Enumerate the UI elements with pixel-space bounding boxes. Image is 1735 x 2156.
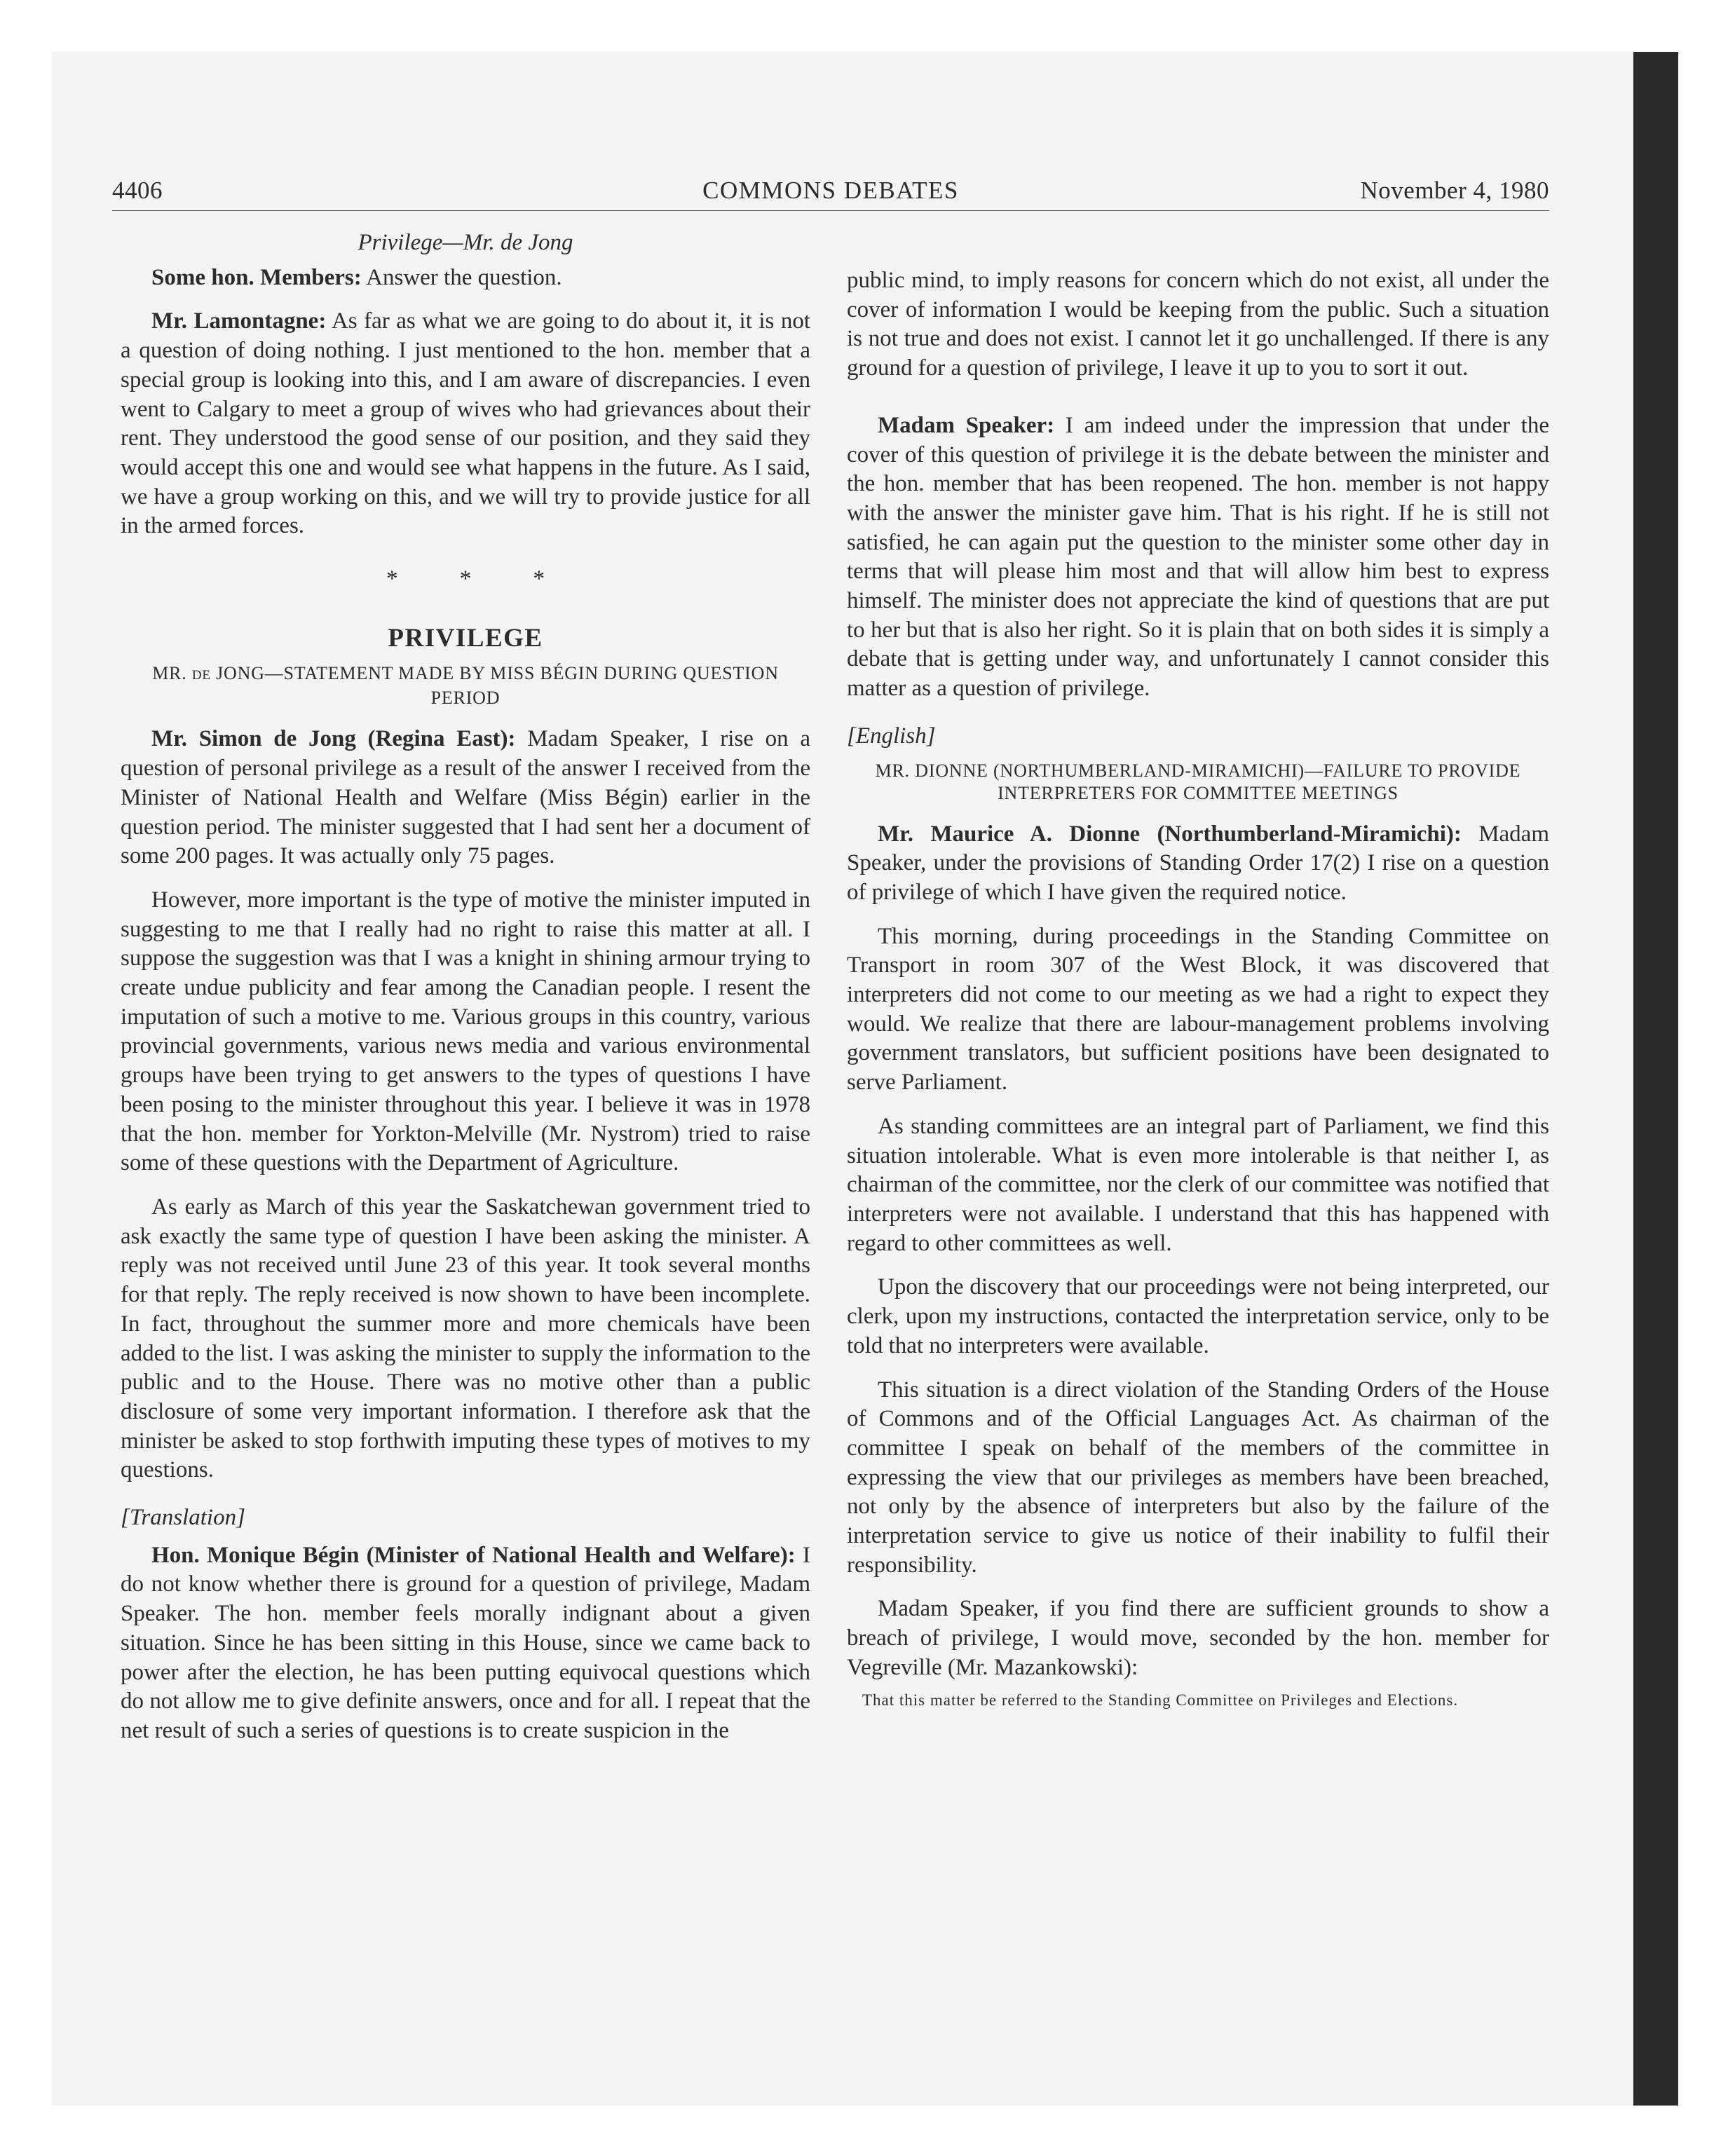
speaker-name: Some hon. Members: <box>151 264 362 290</box>
speech-text: Answer the question. <box>361 264 562 290</box>
speaker-name: Mr. Maurice A. Dionne (Northumberland-Miramichi): <box>878 821 1462 847</box>
paragraph: This situation is a direct violation of the Standing Orders of the House of Commons and of the Official Languages Act. As chairman of the committee I speak on behalf of the members of the committee in expressing the view that our privileges as members have been breached, not only by the absence of interpreters but also by the failure of the interpretation service to give us notice of their inability to fulfil their responsibility. <box>847 1377 1549 1578</box>
header-rule <box>112 210 1549 211</box>
speaker-name: Mr. Lamontagne: <box>151 308 327 334</box>
item-rubric: MR. DE JONG—STATEMENT MADE BY MISS BÉGIN DURING QUESTION PERIOD <box>152 663 779 709</box>
paragraph: This morning, during proceedings in the Standing Committee on Transport in room 307 of the West Block, it was discovered that interpreters did not come to our meeting as we had a right to expect they would. We realize that there are labour-management problems involving government translators, but sufficient positions have been designated to serve Parliament. <box>847 923 1549 1096</box>
section-title: PRIVILEGE <box>388 623 543 653</box>
page-number: 4406 <box>112 177 163 204</box>
paragraph: However, more important is the type of motive the minister imputed in suggesting to me that I really had no right to raise this matter at all. I suppose the suggestion was that I was a knight in shining armour trying to create undue publicity and fear among the Canadian people. I resent the imputation of such a motive to me. Various groups in this country, various provincial governments, various news media and various environmental groups have been trying to get answers to the types of questions I have been posing to the minister throughout this year. I believe it was in 1978 that the hon. member for Yorkton-Melville (Mr. Nystrom) tried to raise some of these questions with the Department of Agriculture. <box>121 887 810 1176</box>
running-header <box>112 177 1549 212</box>
language-marker: [Translation] <box>121 1505 245 1531</box>
speaker-name: Mr. Simon de Jong (Regina East): <box>151 726 516 752</box>
speech-text: As far as what we are going to do about it, it is not a question of doing nothing. I just mentioned to the hon. member that a special group is looking into this, and I am aware of discrepancies. I even went to Calgary to meet a group of wives who had grievances about their rent. They understood the good sense of our position, and they said they would accept this one and would see what happens in the future. As I said, we have a group working on this, and we will try to provide justice for all in the armed forces. <box>121 308 810 539</box>
paragraph <box>847 411 1549 704</box>
paragraph: public mind, to imply reasons for concern which do not exist, all under the cover of information I would be keeping from the public. Such a situation is not true and does not exist. I cannot let it go unchallenged. If there is any ground for a question of privilege, I leave it up to you to sort it out. <box>847 268 1549 381</box>
issue-date: November 4, 1980 <box>1360 177 1549 204</box>
paragraph <box>847 820 1549 908</box>
paragraph: As early as March of this year the Saskatchewan government tried to ask exactly the same type of question I have been asking the minister. A reply was not received until June 23 of this year. It took several months for that reply. The reply received is now shown to have been incomplete. In fact, throughout the summer more and more chemicals have been added to the list. I was asking the minister to supply the information to the public and to the House. There was no motive other than a public disclosure of some very important information. I therefore ask that the minister be asked to stop forthwith imputing these types of motives to my questions. <box>121 1194 810 1483</box>
publication-title: COMMONS DEBATES <box>702 177 959 204</box>
paragraph: Madam Speaker, if you find there are sufficient grounds to show a breach of privilege, I would move, seconded by the hon. member for Vegreville (Mr. Mazankowski): <box>847 1596 1549 1680</box>
right-column <box>847 266 1549 1711</box>
speaker-name: Madam Speaker: <box>878 412 1055 438</box>
speech-text: I am indeed under the impression that under the cover of this question of privilege it is the debate between the minister and the hon. member that has been reopened. The hon. member is not happy with the answer the minister gave him. That is his right. If he is still not satisfied, he can again put the question to the minister some other day in terms that will please him most and that will allow him best to express himself. The minister does not appreciate the kind of questions that are put to her but that is also her right. So it is plain that on both sides it is simply a debate that is getting under way, and unfortunately I cannot consider this matter as a question of privilege. <box>847 412 1549 702</box>
section-separator: * * * <box>386 566 573 592</box>
speaker-name: Hon. Monique Bégin (Minister of National Health and Welfare): <box>151 1542 796 1568</box>
scan-edge-shadow <box>1633 52 1678 2106</box>
subject-heading: Privilege—Mr. de Jong <box>358 230 573 255</box>
paragraph <box>121 264 810 293</box>
speech-text: Madam Speaker, under the provisions of Standing Order 17(2) I rise on a question of privilege of which I have given the required notice. <box>847 821 1549 905</box>
motion-text: That this matter be referred to the Standing Committee on Privileges and Elections. <box>862 1691 1459 1709</box>
paragraph: Upon the discovery that our proceedings were not being interpreted, our clerk, upon my instructions, contacted the interpretation service, only to be told that no interpreters were available. <box>847 1274 1549 1358</box>
speech-text: I do not know whether there is ground for a question of privilege, Madam Speaker. The hon. member feels morally indignant about a given situation. Since he has been sitting in this House, since we came back to power after the election, he has been putting equivocal questions which do not allow me to give definite answers, once and for all. I repeat that the net result of such a series of questions is to create suspicion in the <box>121 1542 810 1743</box>
left-column <box>121 228 810 1746</box>
paragraph <box>121 1541 810 1746</box>
paragraph: As standing committees are an integral part of Parliament, we find this situation intolerable. What is even more intolerable is that neither I, as chairman of the committee, nor the clerk of our committee was notified that interpreters were not available. I understand that this has happened with regard to other committees as well. <box>847 1113 1549 1256</box>
item-rubric: MR. DIONNE (NORTHUMBERLAND-MIRAMICHI)—FAILURE TO PROVIDE INTERPRETERS FOR COMMITTEE MEETINGS <box>875 760 1521 803</box>
paragraph <box>121 725 810 871</box>
speech-text: Madam Speaker, I rise on a question of personal privilege as a result of the answer I received from the Minister of National Health and Welfare (Miss Bégin) earlier in the question period. The minister suggested that I had sent her a document of some 200 pages. It was actually only 75 pages. <box>121 726 810 869</box>
paragraph <box>121 307 810 541</box>
language-marker: [English] <box>847 723 936 749</box>
